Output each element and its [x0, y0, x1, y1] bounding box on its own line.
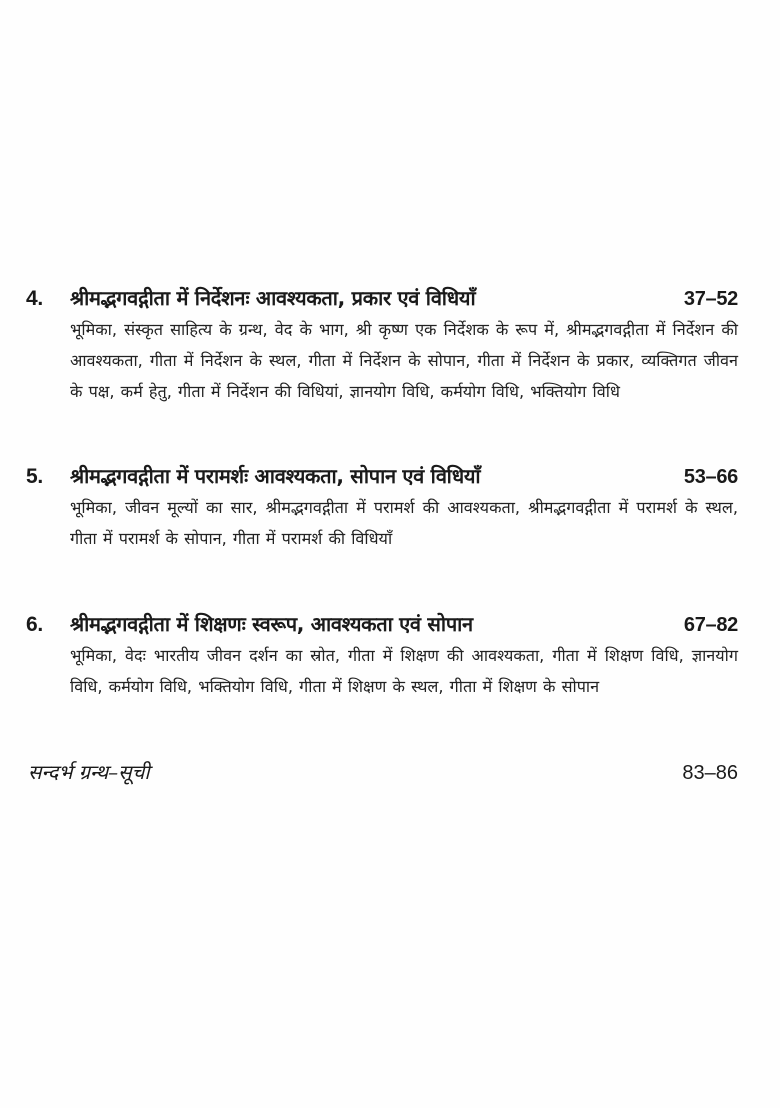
- toc-entry-6: [26, 610, 738, 702]
- entry-page-range: 67–82: [683, 614, 738, 636]
- toc-bibliography: [28, 758, 738, 785]
- toc-entry-heading: [26, 462, 738, 492]
- toc-entry-4: [26, 284, 738, 407]
- entry-page-range: 53–66: [683, 466, 738, 488]
- entry-number: 4.: [26, 287, 43, 310]
- entry-number: 6.: [26, 613, 43, 636]
- bibliography-title: सन्दर्भ ग्रन्थ–सूची: [28, 760, 150, 784]
- entry-subtopics: भूमिका, संस्कृत साहित्य के ग्रन्थ, वेद के भाग, श्री कृष्ण एक निर्देशक के रूप में, श्रीमद्भगवद्गीता में निर्देशन की आवश्यकता, गीता में निर्देशन के स्थल, गीता में निर्देशन के सोपान, गीता में निर्देशन के प्रकार, व्यक्तिगत जीवन के पक्ष, कर्म हेतु, गीता में निर्देशन की विधियां, ज्ञानयोग विधि, कर्मयोग विधि, भक्तियोग विधि: [70, 320, 738, 401]
- toc-entry-heading: [26, 284, 738, 314]
- toc-entry-5: [26, 462, 738, 554]
- toc-entry-heading: [26, 610, 738, 640]
- entry-title: श्रीमद्भगवद्गीता में शिक्षणः स्वरूप, आवश्यकता एवं सोपान: [70, 612, 473, 636]
- entry-page-range: 37–52: [683, 288, 738, 310]
- entry-subtopics: भूमिका, वेदः भारतीय जीवन दर्शन का स्रोत, गीता में शिक्षण की आवश्यकता, गीता में शिक्षण विधि, ज्ञानयोग विधि, कर्मयोग विधि, भक्तियोग विधि, गीता में शिक्षण के स्थल, गीता में शिक्षण के सोपान: [70, 646, 738, 696]
- entry-subtopics: भूमिका, जीवन मूल्यों का सार, श्रीमद्भगवद्गीता में परामर्श की आवश्यकता, श्रीमद्भगवद्गीता में परामर्श के स्थल, गीता में परामर्श के सोपान, गीता में परामर्श की विधियाँ: [70, 498, 738, 548]
- entry-number: 5.: [26, 465, 43, 488]
- bibliography-page-range: 83–86: [682, 762, 738, 784]
- entry-title: श्रीमद्भगवद्गीता में परामर्शः आवश्यकता, सोपान एवं विधियाँ: [70, 464, 481, 488]
- entry-title: श्रीमद्भगवद्गीता में निर्देशनः आवश्यकता, प्रकार एवं विधियाँ: [70, 286, 476, 310]
